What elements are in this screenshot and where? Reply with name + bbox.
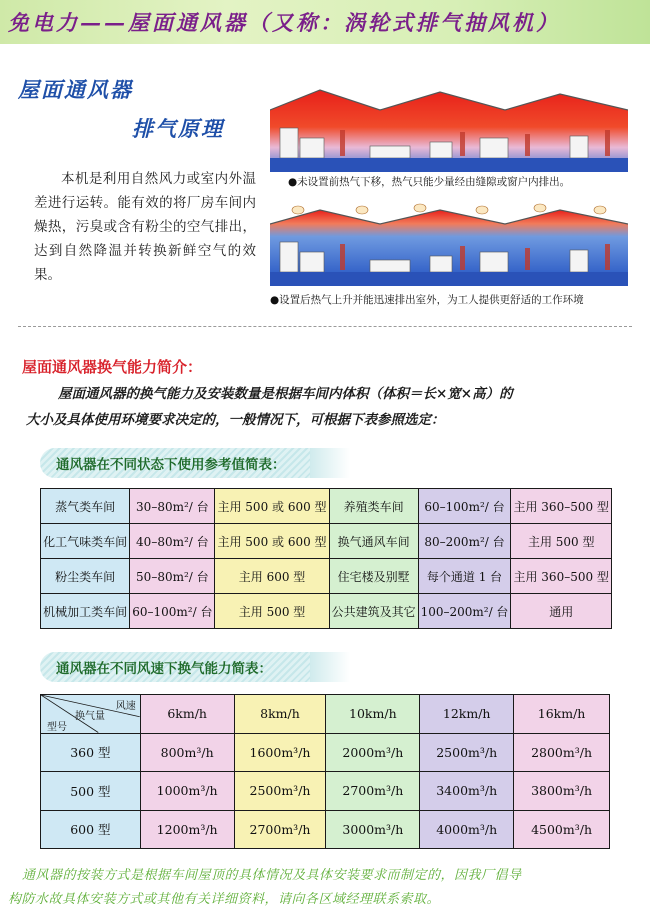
table-cell: 2500m³/h [420,733,514,772]
speed-header: 12km/h [420,695,514,734]
speed-header: 6km/h [140,695,234,734]
table-cell: 2000m³/h [326,733,420,772]
table-cell: 1600m³/h [234,733,326,772]
table-row [41,772,610,811]
section2-paragraph-line1: 屋面通风器的换气能力及安装数量是根据车间内体积（体积＝长×宽×高）的 [58,386,513,402]
caption-after: ●设置后热气上升并能迅速排出室外，为工人提供更舒适的工作环境 [270,294,584,306]
table-cell: 主用 500 型 [511,524,612,559]
table-cell: 4500m³/h [514,810,610,849]
table-cell: 80–200m²/ 台 [418,524,511,559]
table-cell: 40–80m²/ 台 [130,524,215,559]
table-cell: 3800m³/h [514,772,610,811]
table-row [41,559,612,594]
table-cell: 机械加工类车间 [41,594,130,629]
table-cell: 主用 500 型 [215,594,329,629]
table-cell: 化工气味类车间 [41,524,130,559]
divider [18,326,632,327]
table-cell: 主用 360–500 型 [511,489,612,524]
table-cell: 4000m³/h [420,810,514,849]
table-cell: 公共建筑及其它 [329,594,418,629]
table-cell: 50–80m²/ 台 [130,559,215,594]
model-cell: 500 型 [41,772,141,811]
table-cell: 通用 [511,594,612,629]
table1-heading: 通风器在不同状态下使用参考值简表： [40,448,310,478]
table-cell: 2500m³/h [234,772,326,811]
corner-label-wind: 风速 [115,701,136,712]
section2-title: 屋面通风器换气能力简介： [22,358,203,376]
corner-cell [41,695,141,734]
speed-header: 10km/h [326,695,420,734]
illustration-hot-air-trapped [270,88,628,172]
corner-label-model: 型号 [47,722,67,733]
reference-table [40,488,612,629]
table-cell: 换气通风车间 [329,524,418,559]
figure-after-installation [270,202,628,286]
figure-before-installation [270,88,628,172]
table-row [41,594,612,629]
table-cell: 住宅楼及别墅 [329,559,418,594]
footer-line1: 通风器的按装方式是根据车间屋顶的具体情况及具体安装要求而制定的，因我厂倡导 [22,868,522,883]
intro-text: 本机是利用自然风力或室内外温差进行运转。能有效的将厂房车间内燥热，污臭或含有粉尘的空气排出，达到自然降温并转换新鲜空气的效果。 [34,171,256,283]
table-cell: 100–200m²/ 台 [418,594,511,629]
capacity-table [40,694,610,849]
table-cell: 每个通道 1 台 [418,559,511,594]
illustration-hot-air-exhausted [270,202,628,286]
title-bar [0,0,650,44]
speed-header: 8km/h [234,695,326,734]
table2-heading: 通风器在不同风速下换气能力简表： [40,652,310,682]
table-cell: 1200m³/h [140,810,234,849]
table-row [41,524,612,559]
table-cell: 主用 600 型 [215,559,329,594]
table-cell: 3400m³/h [420,772,514,811]
table-cell: 60–100m²/ 台 [418,489,511,524]
table-cell: 粉尘类车间 [41,559,130,594]
caption-before: ●未设置前热气下移，热气只能少量经由缝隙或窗户内排出。 [288,176,571,188]
table-cell: 2700m³/h [234,810,326,849]
page-title: 免电力——屋面通风器（又称：涡轮式排气抽风机） [8,10,560,35]
table-cell: 2800m³/h [514,733,610,772]
footer-line2: 构防水故具体安装方式或其他有关详细资料，请向各区域经理联系索取。 [8,892,441,907]
table-cell: 主用 360–500 型 [511,559,612,594]
table-cell: 30–80m²/ 台 [130,489,215,524]
table-header-row [41,695,610,734]
table-row [41,489,612,524]
model-cell: 600 型 [41,810,141,849]
table-cell: 2700m³/h [326,772,420,811]
table-cell: 蒸气类车间 [41,489,130,524]
table-row [41,733,610,772]
table-cell: 养殖类车间 [329,489,418,524]
table-row [41,810,610,849]
corner-label-volume: 换气量 [75,711,105,722]
table-cell: 800m³/h [140,733,234,772]
section-title: 屋面通风器 [18,77,133,102]
table-cell: 3000m³/h [326,810,420,849]
model-cell: 360 型 [41,733,141,772]
table-cell: 60–100m²/ 台 [130,594,215,629]
table-cell: 主用 500 或 600 型 [215,489,329,524]
section-subtitle: 排气原理 [132,116,224,141]
table-cell: 主用 500 或 600 型 [215,524,329,559]
table-cell: 1000m³/h [140,772,234,811]
section2-paragraph-line2: 大小及具体使用环境要求决定的，一般情况下，可根据下表参照选定： [26,412,445,428]
speed-header: 16km/h [514,695,610,734]
